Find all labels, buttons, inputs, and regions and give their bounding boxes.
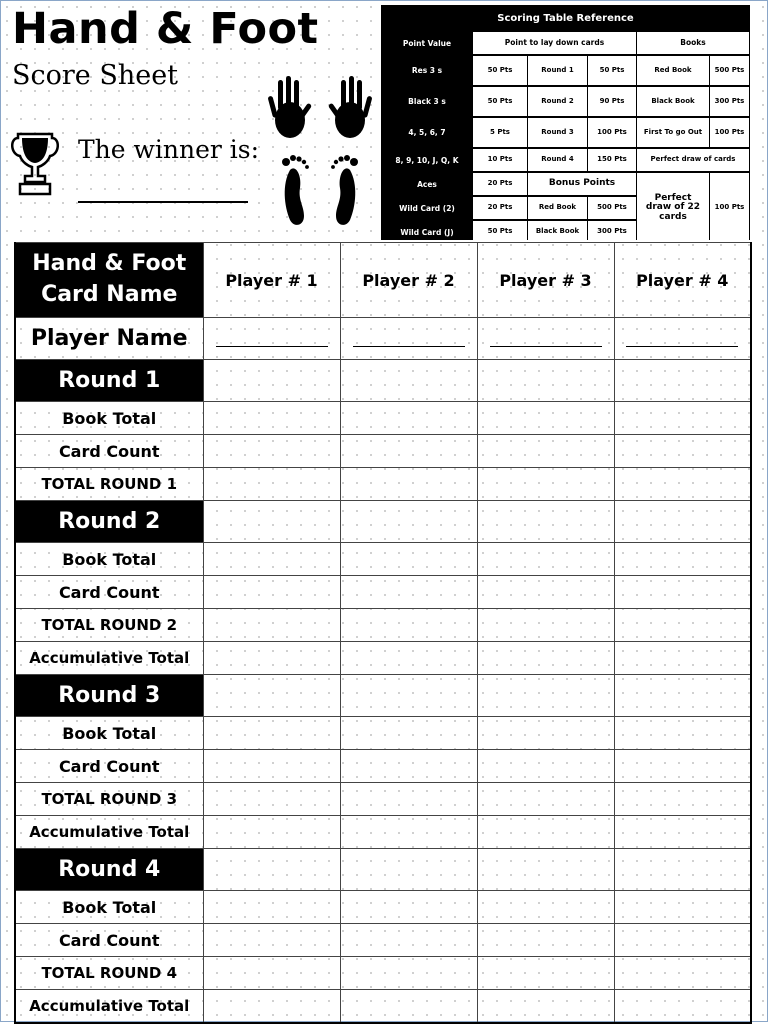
score-cell[interactable] <box>477 360 614 402</box>
winner-name-line[interactable] <box>78 201 248 203</box>
score-cell[interactable] <box>340 435 477 468</box>
score-cell[interactable] <box>203 849 340 891</box>
score-cell[interactable] <box>614 642 751 675</box>
score-cell[interactable] <box>203 957 340 990</box>
round-2-header: Round 2 <box>15 501 203 543</box>
score-cell[interactable] <box>477 543 614 576</box>
score-cell[interactable] <box>614 402 751 435</box>
row-label: Book Total <box>15 402 203 435</box>
ref-points: 50 Pts <box>473 221 527 240</box>
score-cell[interactable] <box>614 783 751 816</box>
scoring-reference-table <box>381 5 750 240</box>
score-cell[interactable] <box>477 750 614 783</box>
score-cell[interactable] <box>340 957 477 990</box>
score-cell[interactable] <box>614 543 751 576</box>
ref-perfect-draw-22: Perfect draw of 22 cards <box>637 173 709 240</box>
ref-round-points: 50 Pts <box>588 56 636 85</box>
score-cell[interactable] <box>340 468 477 501</box>
row-label: TOTAL ROUND 2 <box>15 609 203 642</box>
ref-row-label: 4, 5, 6, 7 <box>408 128 446 137</box>
ref-row-label: Wild Card (2) <box>399 203 455 213</box>
score-cell[interactable] <box>340 675 477 717</box>
score-cell[interactable] <box>477 990 614 1023</box>
row-label: Accumulative Total <box>15 990 203 1023</box>
score-cell[interactable] <box>477 642 614 675</box>
score-cell[interactable] <box>203 990 340 1023</box>
score-cell[interactable] <box>614 501 751 543</box>
ref-round: Round 1 <box>528 56 587 85</box>
player-3-name-field[interactable] <box>477 318 614 360</box>
row-label: Accumulative Total <box>15 816 203 849</box>
ref-book-points: 100 Pts <box>710 118 749 147</box>
ref-points: 20 Pts <box>473 173 527 195</box>
score-cell[interactable] <box>203 468 340 501</box>
ref-row-label: Res 3 s <box>411 66 443 75</box>
score-cell[interactable] <box>203 543 340 576</box>
score-cell[interactable] <box>203 402 340 435</box>
score-cell[interactable] <box>477 891 614 924</box>
ref-bonus-points: 300 Pts <box>588 221 636 240</box>
score-cell[interactable] <box>340 891 477 924</box>
ref-row-label: Aces <box>417 179 437 189</box>
score-cell[interactable] <box>477 675 614 717</box>
ref-book: First To go Out <box>637 118 709 147</box>
row-label: Book Total <box>15 543 203 576</box>
ref-row-label: Wild Card (J) <box>400 227 454 237</box>
score-cell[interactable] <box>477 816 614 849</box>
score-cell[interactable] <box>614 750 751 783</box>
score-cell[interactable] <box>477 849 614 891</box>
ref-bonus: Black Book <box>528 221 587 240</box>
player-3-header: Player # 3 <box>477 243 614 318</box>
ref-bonus-points: 500 Pts <box>588 197 636 219</box>
score-cell[interactable] <box>340 783 477 816</box>
score-cell[interactable] <box>203 675 340 717</box>
score-cell[interactable] <box>340 642 477 675</box>
ref-bonus: Red Book <box>528 197 587 219</box>
score-cell[interactable] <box>340 717 477 750</box>
reference-title: Scoring Table Reference <box>497 12 634 24</box>
player-2-header: Player # 2 <box>340 243 477 318</box>
score-cell[interactable] <box>340 750 477 783</box>
score-cell[interactable] <box>477 468 614 501</box>
round-1-header: Round 1 <box>15 360 203 402</box>
score-cell[interactable] <box>477 609 614 642</box>
score-cell[interactable] <box>340 543 477 576</box>
ref-book: Black Book <box>637 87 709 116</box>
bonus-points-header: Bonus Points <box>528 173 636 195</box>
ref-row-label: Black 3 s <box>408 97 446 106</box>
score-cell[interactable] <box>340 576 477 609</box>
row-label: TOTAL ROUND 4 <box>15 957 203 990</box>
score-cell[interactable] <box>340 990 477 1023</box>
row-label: Card Count <box>15 435 203 468</box>
ref-book-points: 500 Pts <box>710 56 749 85</box>
score-cell[interactable] <box>340 402 477 435</box>
trophy-icon <box>8 130 62 198</box>
score-cell[interactable] <box>614 891 751 924</box>
score-cell[interactable] <box>203 360 340 402</box>
score-cell[interactable] <box>203 924 340 957</box>
score-cell[interactable] <box>340 816 477 849</box>
score-cell[interactable] <box>203 435 340 468</box>
ref-round-points: 90 Pts <box>588 87 636 116</box>
player-4-header: Player # 4 <box>614 243 751 318</box>
player-1-name-field[interactable] <box>203 318 340 360</box>
round-3-header: Round 3 <box>15 675 203 717</box>
score-cell[interactable] <box>203 891 340 924</box>
ref-row-label: 8, 9, 10, J, Q, K <box>395 155 459 165</box>
player-2-name-field[interactable] <box>340 318 477 360</box>
score-cell[interactable] <box>340 501 477 543</box>
score-cell[interactable] <box>477 501 614 543</box>
ref-perfect-draw-points: 100 Pts <box>710 173 749 240</box>
player-4-name-field[interactable] <box>614 318 751 360</box>
score-cell[interactable] <box>477 924 614 957</box>
score-cell[interactable] <box>203 609 340 642</box>
score-cell[interactable] <box>477 957 614 990</box>
score-cell[interactable] <box>203 576 340 609</box>
score-cell[interactable] <box>203 642 340 675</box>
score-cell[interactable] <box>340 924 477 957</box>
score-cell[interactable] <box>614 924 751 957</box>
score-cell[interactable] <box>340 360 477 402</box>
score-cell[interactable] <box>203 783 340 816</box>
score-cell[interactable] <box>477 402 614 435</box>
ref-round-points: 100 Pts <box>588 118 636 147</box>
player-name-label: Player Name <box>15 318 203 360</box>
score-cell[interactable] <box>203 501 340 543</box>
score-cell[interactable] <box>614 468 751 501</box>
row-label: Book Total <box>15 717 203 750</box>
score-cell[interactable] <box>614 609 751 642</box>
score-cell[interactable] <box>477 783 614 816</box>
score-cell[interactable] <box>614 849 751 891</box>
score-cell[interactable] <box>477 435 614 468</box>
ref-round: Round 3 <box>528 118 587 147</box>
score-cell[interactable] <box>477 576 614 609</box>
ref-round-points: 150 Pts <box>588 149 636 171</box>
player-1-header: Player # 1 <box>203 243 340 318</box>
card-name-header: Hand & Foot Card Name <box>15 243 203 318</box>
row-label: Book Total <box>15 891 203 924</box>
score-cell[interactable] <box>614 576 751 609</box>
row-label: Card Count <box>15 576 203 609</box>
ref-points: 50 Pts <box>473 56 527 85</box>
score-cell[interactable] <box>614 675 751 717</box>
row-label: Card Count <box>15 750 203 783</box>
score-cell[interactable] <box>340 609 477 642</box>
row-label: Accumulative Total <box>15 642 203 675</box>
ref-points: 50 Pts <box>473 87 527 116</box>
score-cell[interactable] <box>614 435 751 468</box>
ref-book-points: 300 Pts <box>710 87 749 116</box>
score-cell[interactable] <box>614 816 751 849</box>
score-cell[interactable] <box>614 360 751 402</box>
page-title: Hand & Foot <box>12 4 319 54</box>
ref-round: Round 4 <box>528 149 587 171</box>
score-cell[interactable] <box>614 717 751 750</box>
lay-down-header: Point to lay down cards <box>473 32 636 54</box>
ref-points: 10 Pts <box>473 149 527 171</box>
books-header: Books <box>637 32 749 54</box>
row-label: TOTAL ROUND 3 <box>15 783 203 816</box>
score-cell[interactable] <box>203 750 340 783</box>
ref-round: Round 2 <box>528 87 587 116</box>
score-cell[interactable] <box>203 717 340 750</box>
footprints-icon <box>276 150 364 230</box>
row-label: TOTAL ROUND 1 <box>15 468 203 501</box>
score-cell[interactable] <box>340 849 477 891</box>
handprints-icon <box>264 76 376 142</box>
winner-label: The winner is: <box>78 135 260 164</box>
score-cell[interactable] <box>614 990 751 1023</box>
page-subtitle: Score Sheet <box>12 60 179 91</box>
score-cell[interactable] <box>614 957 751 990</box>
point-value-header: Point Value <box>402 38 452 48</box>
row-label: Card Count <box>15 924 203 957</box>
ref-book: Red Book <box>637 56 709 85</box>
score-cell[interactable] <box>477 717 614 750</box>
score-table <box>14 242 752 1024</box>
round-4-header: Round 4 <box>15 849 203 891</box>
ref-points: 5 Pts <box>473 118 527 147</box>
ref-perfect-draw-cards: Perfect draw of cards <box>637 149 749 171</box>
score-cell[interactable] <box>203 816 340 849</box>
ref-points: 20 Pts <box>473 197 527 219</box>
